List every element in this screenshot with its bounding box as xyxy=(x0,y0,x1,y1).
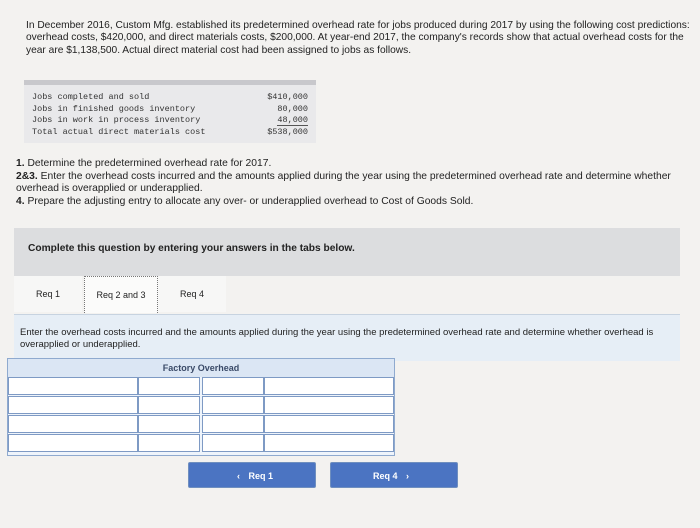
tab-req-4[interactable]: Req 4 xyxy=(158,276,226,312)
instruction-number: 1. xyxy=(16,158,25,169)
credit-amount-input[interactable] xyxy=(202,377,264,395)
req-tabs xyxy=(14,276,680,316)
debit-amount-input[interactable] xyxy=(138,377,200,395)
prev-req-label: Req 1 xyxy=(248,471,274,481)
debit-description-input[interactable] xyxy=(8,415,138,433)
tab-req-1[interactable]: Req 1 xyxy=(14,276,82,312)
credit-description-input[interactable] xyxy=(264,377,394,395)
materials-label: Jobs in finished goods inventory xyxy=(32,104,196,114)
materials-value: 80,000 xyxy=(277,104,308,114)
materials-value: $538,000 xyxy=(267,127,308,137)
instruction-text: Prepare the adjusting entry to allocate any over- or underapplied overhead to Cost of Goods Sold. xyxy=(27,195,474,207)
t-account-title: Factory Overhead xyxy=(8,359,394,377)
credit-amount-input[interactable] xyxy=(202,415,264,433)
instruction-1 xyxy=(16,158,684,171)
complete-question-text: Complete this question by entering your answers in the tabs below. xyxy=(28,243,355,254)
materials-value: $410,000 xyxy=(267,92,308,102)
materials-row xyxy=(32,92,308,104)
credit-amount-input[interactable] xyxy=(202,434,264,452)
next-req-button[interactable] xyxy=(330,462,458,488)
factory-overhead-t-account xyxy=(7,358,395,456)
debit-description-input[interactable] xyxy=(8,434,138,452)
instruction-number: 2&3. xyxy=(16,170,38,182)
instruction-4 xyxy=(16,196,684,209)
question-text: Enter the overhead costs incurred and the amounts applied during the year using the predetermined overhead rate and determine whether overhead is overapplied or underapplied. xyxy=(20,327,654,350)
next-req-label: Req 4 xyxy=(372,471,398,481)
debit-amount-input[interactable] xyxy=(138,415,200,433)
prev-req-button[interactable] xyxy=(188,462,316,488)
instructions xyxy=(16,158,684,208)
chevron-left-icon: ‹ xyxy=(236,471,240,481)
credit-description-input[interactable] xyxy=(264,396,394,414)
debit-amount-input[interactable] xyxy=(138,396,200,414)
debit-amount-input[interactable] xyxy=(138,434,200,452)
credit-amount-input[interactable] xyxy=(202,396,264,414)
t-account-grid xyxy=(8,377,394,455)
chevron-right-icon: › xyxy=(406,471,410,481)
materials-label: Total actual direct materials cost xyxy=(32,127,206,137)
credit-description-input[interactable] xyxy=(264,415,394,433)
debit-description-input[interactable] xyxy=(8,396,138,414)
complete-question-banner xyxy=(14,228,680,276)
instruction-2-3 xyxy=(16,171,684,196)
materials-row xyxy=(32,115,308,127)
materials-label: Jobs completed and sold xyxy=(32,92,150,102)
credit-description-input[interactable] xyxy=(264,434,394,452)
instruction-text: Enter the overhead costs incurred and the amounts applied during the year using the predetermined overhead rate and determine whether overhead is overapplied or underapplied. xyxy=(16,170,671,195)
direct-materials-table xyxy=(24,80,316,143)
problem-intro: In December 2016, Custom Mfg. established its predetermined overhead rate for jobs produced during 2017 by using the following cost predictions: overhead costs, $420,000, and direct materials costs, $200,000. At year-end 2017, the company's records show that actual overhead costs for the year are $1,138,500. Actual direct material cost had been assigned to jobs as follows. xyxy=(26,20,690,56)
instruction-number: 4. xyxy=(16,195,25,207)
instruction-text: Determine the predetermined overhead rate for 2017. xyxy=(27,158,272,169)
materials-row xyxy=(32,127,308,139)
tab-req-2-and-3[interactable]: Req 2 and 3 xyxy=(84,276,158,313)
materials-label: Jobs in work in process inventory xyxy=(32,115,201,125)
question-panel xyxy=(14,314,680,361)
debit-description-input[interactable] xyxy=(8,377,138,395)
materials-value: 48,000 xyxy=(277,115,308,125)
